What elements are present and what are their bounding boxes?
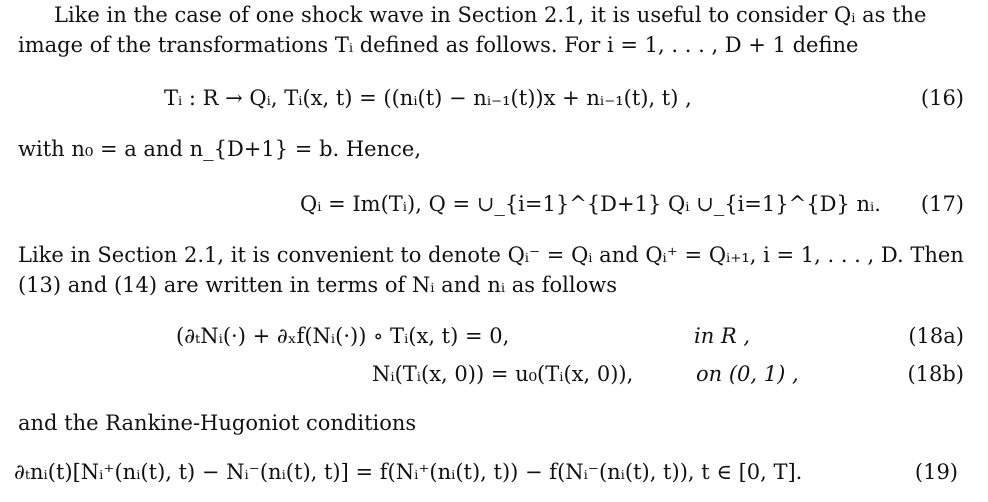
equation-17 — [0, 188, 988, 220]
equation-16-number: (16) — [920, 86, 964, 110]
equation-18a-body: (∂ₜNᵢ(·) + ∂ₓf(Nᵢ(·)) ∘ Tᵢ(x, t) = 0, — [176, 324, 510, 348]
equation-18a-number: (18a) — [908, 324, 964, 348]
equation-18b-condition: on (0, 1) , — [696, 362, 799, 386]
equation-18b-body: Nᵢ(Tᵢ(x, 0)) = u₀(Tᵢ(x, 0)), — [372, 362, 634, 386]
equation-17-number: (17) — [920, 192, 964, 216]
equation-19 — [0, 456, 988, 488]
equation-18a — [0, 320, 988, 352]
equation-16 — [0, 82, 988, 114]
paragraph-rankine-hugoniot: and the Rankine-Hugoniot conditions — [18, 411, 417, 435]
equation-18b-number: (18b) — [907, 362, 964, 386]
paragraph-convenient-notation: Like in Section 2.1, it is convenient to denote Qᵢ⁻ = Qᵢ and Qᵢ⁺ = Qᵢ₊₁, i = 1, . . . , D. Then (13) and (14) are written in terms of Nᵢ and nᵢ as follows — [18, 243, 964, 297]
equation-16-body: Tᵢ : R → Qᵢ, Tᵢ(x, t) = ((nᵢ(t) − nᵢ₋₁(t))x + nᵢ₋₁(t), t) , — [164, 86, 692, 110]
paragraph-with-definitions: with n₀ = a and n_{D+1} = b. Hence, — [18, 137, 421, 161]
equation-18b — [0, 358, 988, 390]
equation-18a-condition: in R , — [694, 324, 751, 348]
equation-19-number: (19) — [914, 460, 958, 484]
equation-19-body: ∂ₜnᵢ(t)[Nᵢ⁺(nᵢ(t), t) − Nᵢ⁻(nᵢ(t), t)] = f(Nᵢ⁺(nᵢ(t), t)) − f(Nᵢ⁻(nᵢ(t), t)), t ∈ [0, T]. — [14, 460, 803, 484]
equation-17-body: Qᵢ = Im(Tᵢ), Q = ∪_{i=1}^{D+1} Qᵢ ∪_{i=1}^{D} nᵢ. — [300, 192, 881, 216]
paragraph-shock-transformations: Like in the case of one shock wave in Section 2.1, it is useful to consider Qᵢ as the image of the transformations Tᵢ defined as follows. For i = 1, . . . , D + 1 define — [18, 3, 927, 57]
